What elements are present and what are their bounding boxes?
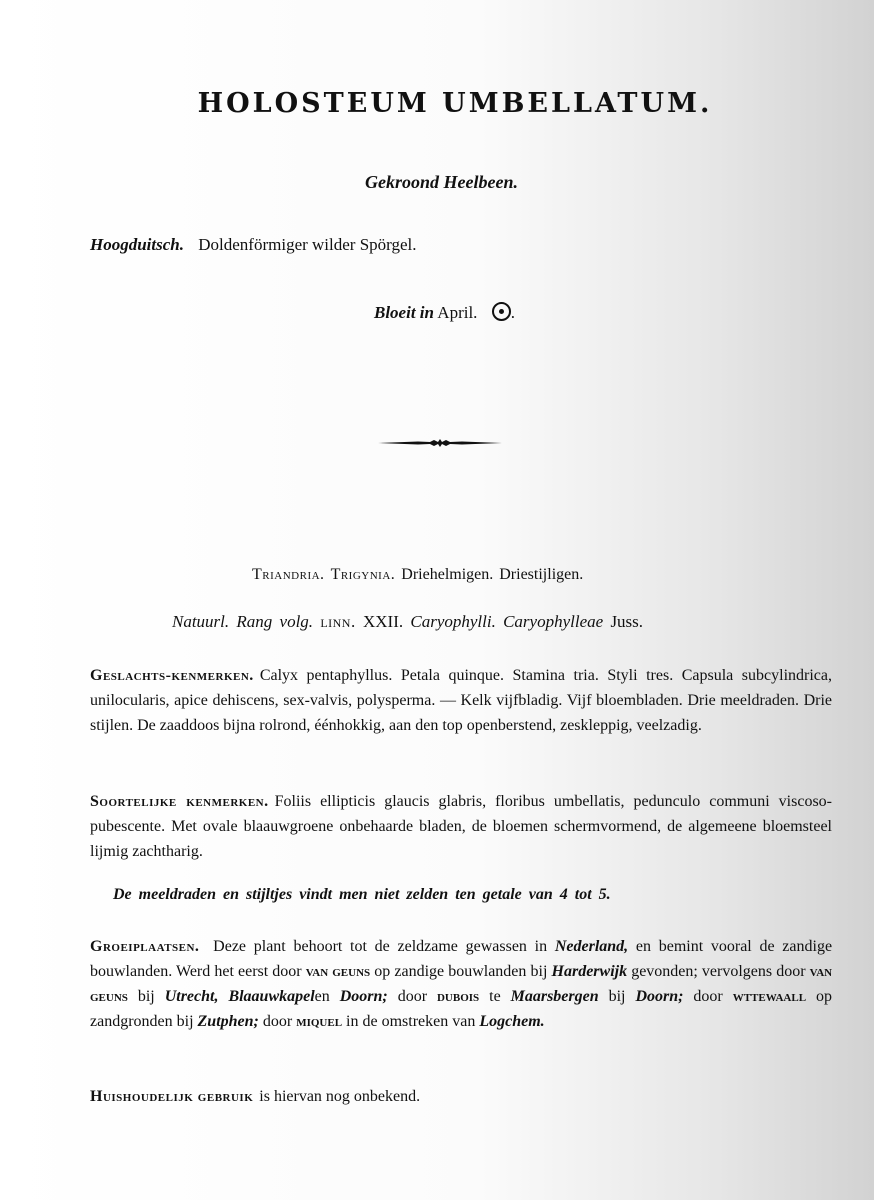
order-name: Trigynia. — [330, 566, 396, 583]
habitat-text-4: gevonden; vervolgens door — [631, 963, 806, 980]
habitat-text-6: en — [314, 988, 330, 1005]
class-name: Triandria. — [252, 566, 325, 583]
rank-author: linn. — [320, 612, 356, 631]
person-van-geuns-2: van geuns — [90, 963, 833, 1005]
habitat-text-2: en bemint vooral de zandige bouwlanden. Werd het eerst door — [90, 938, 833, 980]
german-name: Doldenförmiger wilder Spörgel. — [198, 235, 417, 254]
habitat-text-10: door — [693, 988, 723, 1005]
habitat-text-9: bij — [608, 988, 626, 1005]
person-wttewaall: wttewaall — [732, 988, 807, 1005]
ornament-divider — [378, 436, 502, 450]
species-characters-text: Foliis ellipticis glaucis glabris, floribus umbellatis, pedunculo communi viscoso-pubescente. Met ovale blaauwgroene onbehaarde bladen, de bloemen schermvormend, de algemeene bloemsteel lijmig zachtharig. — [90, 793, 832, 860]
habitat-text-5: bij — [137, 988, 155, 1005]
class-name-nl: Driehelmigen. — [401, 566, 494, 583]
bloom-line — [374, 302, 515, 323]
stamen-note: De meeldraden en stijltjes vindt men niet zelden ten getale van 4 tot 5. — [113, 886, 611, 903]
genus-characters-heading: Geslachts-kenmerken. — [90, 667, 254, 684]
place-nederland: Nederland, — [554, 938, 629, 955]
habitat-text-11: op zandgronden bij — [90, 988, 832, 1030]
habitat-text-1: Deze plant behoort tot de zeldzame gewassen in — [213, 938, 548, 955]
bloom-label: Bloeit in — [374, 303, 434, 322]
linnaean-class-line — [252, 566, 583, 584]
place-logchem: Logchem. — [479, 1013, 545, 1030]
place-zutphen: Zutphen; — [197, 1013, 259, 1030]
rank-author-jussieu: Juss. — [610, 612, 644, 631]
page-title: HOLOSTEUM UMBELLATUM. — [197, 88, 713, 119]
household-use-text: is hiervan nog onbekend. — [259, 1088, 421, 1105]
species-characters-paragraph — [90, 789, 832, 864]
place-harderwijk: Harderwijk — [551, 963, 628, 980]
dutch-common-name: Gekroond Heelbeen. — [365, 172, 518, 192]
natural-rank-line — [172, 612, 643, 632]
species-characters-heading: Soortelijke kenmerken. — [90, 793, 269, 810]
household-use-heading: Huishoudelijk gebruik — [90, 1088, 254, 1105]
habitat-text-7: door — [397, 988, 428, 1005]
family-linnaeus: Caryophylli. — [410, 612, 496, 631]
bloom-suffix: . — [510, 303, 515, 322]
habitat-text-13: in de omstreken van — [346, 1013, 476, 1030]
place-utrecht: Utrecht, — [164, 988, 219, 1005]
order-name-nl: Driestijligen. — [499, 566, 584, 583]
habitat-text-3: op zandige bouwlanden bij — [374, 963, 548, 980]
household-use-paragraph — [90, 1084, 832, 1109]
place-doorn: Doorn; — [339, 988, 388, 1005]
person-miquel: miquel — [296, 1013, 343, 1030]
german-name-line — [90, 235, 417, 255]
habitat-paragraph — [90, 934, 832, 1034]
annual-sign-icon — [492, 302, 511, 321]
habitat-text-8: te — [489, 988, 501, 1005]
person-dubois: dubois — [436, 988, 480, 1005]
genus-characters-text: Calyx pentaphyllus. Petala quinque. Stamina tria. Styli tres. Capsula subcylindrica, unilocularis, apice dehiscens, sex-valvis, polysperma. — Kelk vijfbladig. Vijf bloembladen. Drie meeldraden. Drie stijlen. De zaaddoos bijna rolrond, éénhokkig, aan den top openberstend, zeskleppig, veelzadig. — [90, 667, 832, 734]
place-blaauwkapel: Blaauwkapel — [228, 988, 315, 1005]
place-doorn-2: Doorn; — [635, 988, 684, 1005]
habitat-text-12: door — [262, 1013, 293, 1030]
person-van-geuns: van geuns — [305, 963, 371, 980]
habitat-heading: Groeiplaatsen. — [90, 938, 200, 955]
place-maarsbergen: Maarsbergen — [510, 988, 599, 1005]
genus-characters-paragraph — [90, 663, 832, 738]
rank-label: Natuurl. Rang volg. — [172, 612, 314, 631]
german-language-label: Hoogduitsch. — [90, 235, 184, 254]
bloom-month: April. — [437, 303, 478, 322]
rank-number: XXII. — [362, 612, 404, 631]
family-jussieu: Caryophylleae — [503, 612, 604, 631]
